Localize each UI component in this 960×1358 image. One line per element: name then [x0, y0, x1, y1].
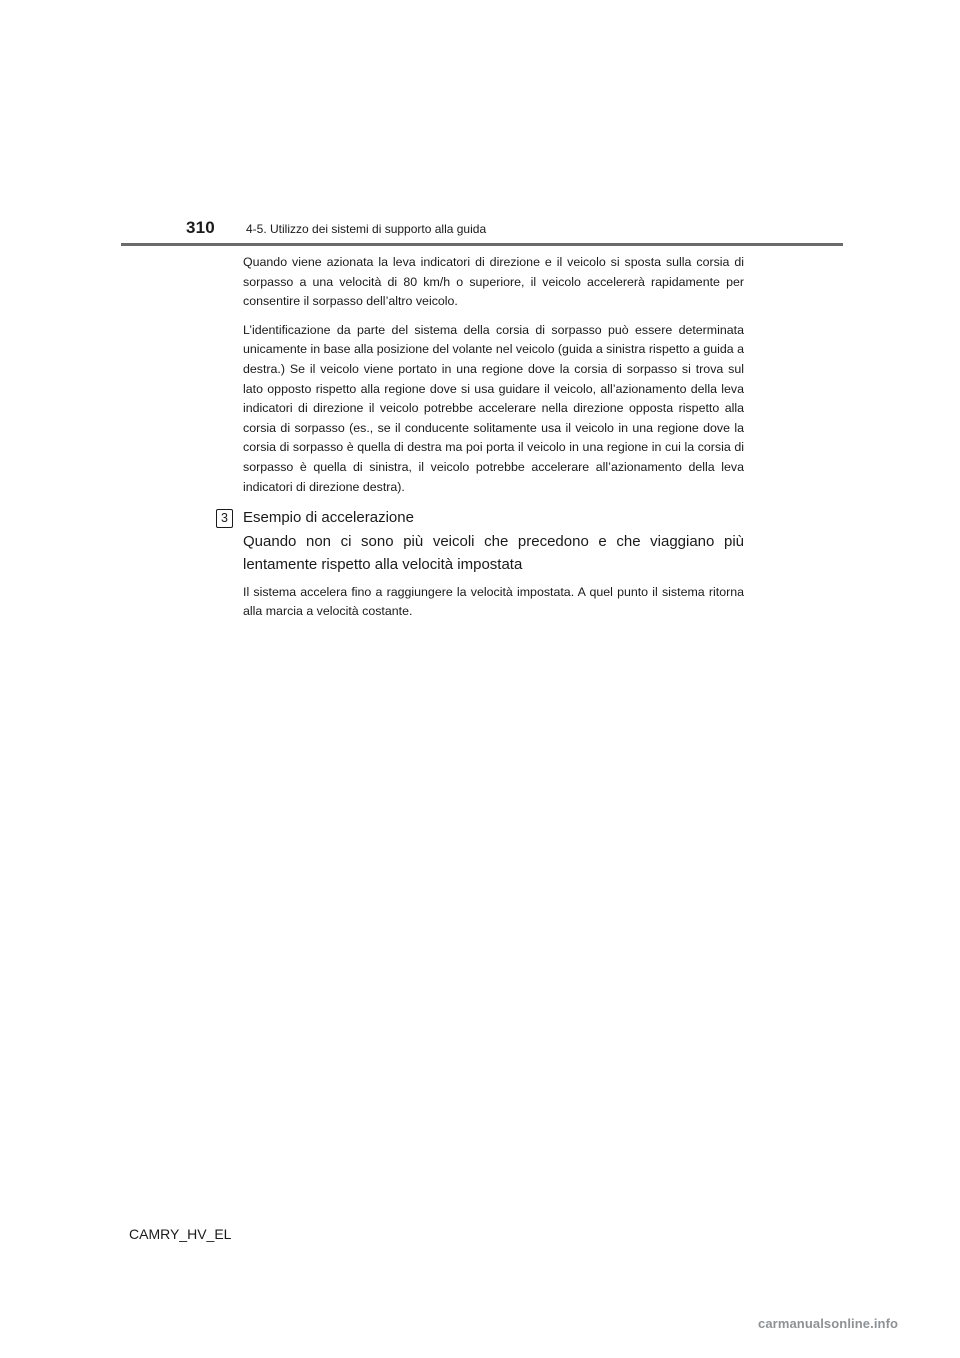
paragraph-overtaking-acceleration: Quando viene azionata la leva indicatori di direzione e il veicolo si sposta sulla corsia di sorpasso a una velocità di 80 km/h o superiore, il veicolo accelererà rapidamente per consentire il sorpasso dell’altro veicolo.: [243, 255, 744, 309]
page-content: [221, 253, 744, 631]
section-title: 4-5. Utilizzo dei sistemi di supporto alla guida: [246, 222, 487, 236]
header-divider: [121, 243, 843, 246]
step-number-badge: 3: [216, 509, 233, 528]
watermark-text: carmanualsonline.info: [758, 1316, 899, 1331]
footer-model-code: CAMRY_HV_EL: [129, 1226, 232, 1242]
acceleration-example-section: [221, 506, 744, 577]
paragraph-lane-identification: L’identificazione da parte del sistema della corsia di sorpasso può essere determinata unicamente in base alla posizione del volante nel veicolo (guida a sinistra rispetto a guida a destra.) Se il veicolo viene portato in una regione dove la corsia di sorpasso si trova sul lato opposto rispetto alla regione dove si usa guidare il veicolo, all’azionamento della leva indicatori di direzione il veicolo potrebbe accelerare nella direzione opposta rispetto alla corsia di sorpasso (es., se il conducente solitamente usa il veicolo in una regione dove la corsia di sorpasso è quella di destra ma poi porta il veicolo in una regione in cui la corsia di sorpasso è quella di sinistra, il veicolo potrebbe accelerare all’azionamento della leva indicatori di direzione destra).: [243, 322, 744, 494]
page-number: 310: [186, 218, 215, 237]
subsection-title: Esempio di accelerazione: [243, 509, 414, 527]
paragraph-acceleration-example: Il sistema accelera fino a raggiungere la velocità impostata. A quel punto il sistema ritorna alla marcia a velocità costante.: [243, 584, 744, 619]
subsection-subtitle: Quando non ci sono più veicoli che precedono e che viaggiano più lentamente rispetto alla velocità impostata: [243, 532, 744, 574]
